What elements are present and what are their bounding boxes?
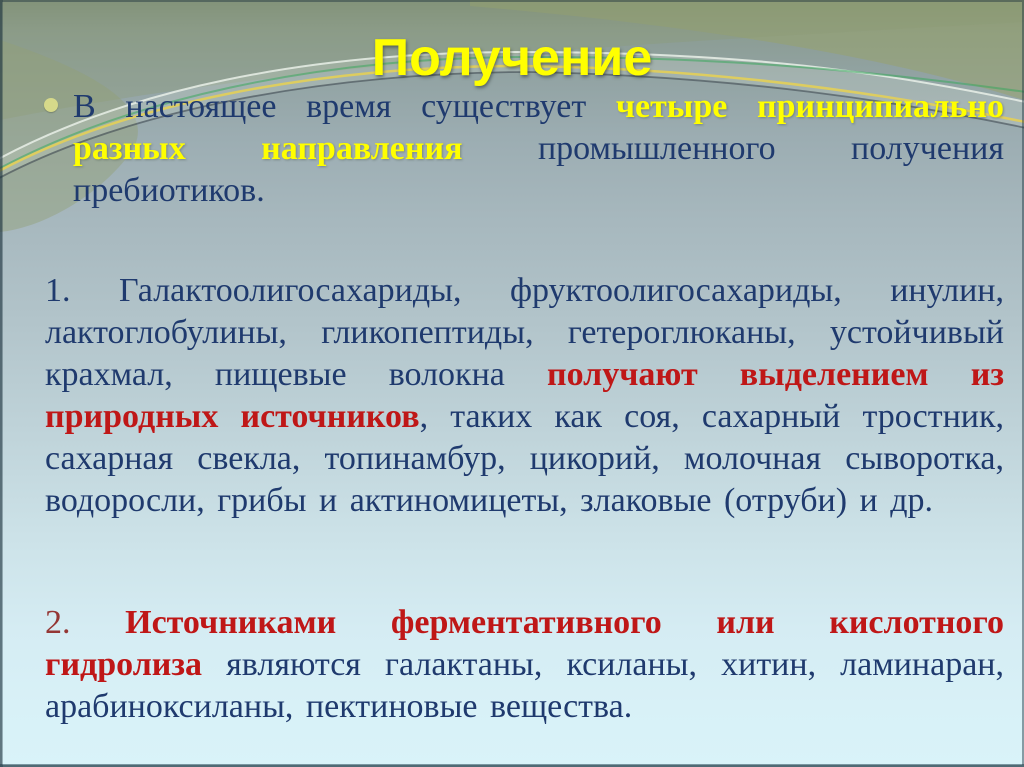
slide-title: Получение <box>371 29 653 87</box>
numbered-paragraph-1 <box>45 270 1004 522</box>
text-run: В настоящее время существует <box>73 88 616 125</box>
bullet-item-text <box>73 86 1004 212</box>
text-run-highlight-red: получают выделением из природных источников <box>45 356 1004 435</box>
text-run-highlight-yellow: четыре принципиально разных направления <box>73 88 1004 167</box>
bullet-dot-icon <box>44 98 58 112</box>
text-run: являются галактаны, ксиланы, хитин, ламинаран, арабиноксиланы, пектиновые вещества. <box>45 646 1004 725</box>
text-run: промышленного получения пребиотиков. <box>73 130 1004 209</box>
numbered-paragraph-2 <box>45 602 1004 728</box>
text-run: , таких как соя, сахарный тростник, сахарная свекла, топинамбур, цикорий, молочная сыворотка, водоросли, грибы и актиномицеты, злаковые (отруби) и др. <box>45 398 1004 519</box>
text-run-highlight-red: Источниками ферментативного или кислотного гидролиза <box>45 604 1005 683</box>
bullet-list-item <box>0 86 1004 212</box>
text-run-number: 2. <box>45 604 126 641</box>
text-run: 1. Галактоолигосахариды, фруктоолигосахариды, инулин, лактоглобулины, гликопептиды, гетероглюканы, устойчивый крахмал, пищевые волокна <box>45 272 1004 393</box>
